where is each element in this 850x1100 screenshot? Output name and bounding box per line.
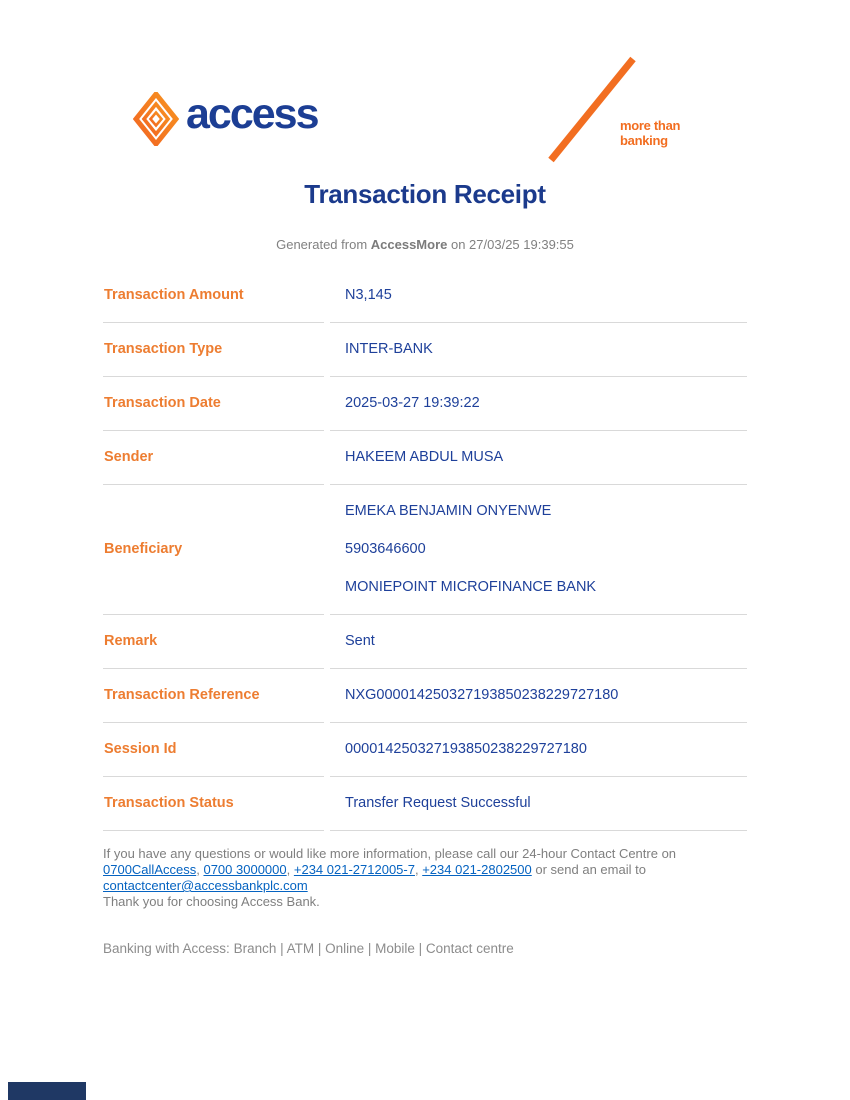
comma-separator: ,: [196, 862, 200, 877]
table-row: [103, 431, 747, 485]
table-row: [103, 669, 747, 723]
table-row: [103, 777, 747, 831]
footer-thanks: Thank you for choosing Access Bank.: [103, 894, 320, 909]
brand-slash-icon: [543, 52, 643, 167]
row-label: Transaction Date: [103, 377, 324, 431]
row-label: Beneficiary: [103, 485, 324, 615]
row-label: Transaction Status: [103, 777, 324, 831]
row-label: Transaction Type: [103, 323, 324, 377]
footer-contact-line1: If you have any questions or would like more information, please call our 24-hour Contact Centre on: [103, 846, 677, 861]
generated-app-name: AccessMore: [370, 237, 448, 252]
row-value: [330, 485, 747, 615]
row-value: Transfer Request Successful: [330, 777, 747, 831]
table-row: [103, 323, 747, 377]
email-link[interactable]: contactcenter@accessbankplc.com: [103, 878, 308, 893]
comma-separator: ,: [286, 862, 291, 877]
beneficiary-account: 5903646600: [345, 541, 426, 557]
generated-prefix: Generated from: [276, 237, 371, 252]
table-row: [103, 723, 747, 777]
footer-contact: [103, 846, 753, 910]
row-label: Sender: [103, 431, 324, 485]
row-value: N3,145: [330, 269, 747, 323]
table-row: [103, 269, 747, 323]
phone-link-2712005[interactable]: +234 021-2712005-7: [293, 862, 415, 877]
phone-link-0700-3000000[interactable]: 0700 3000000: [203, 862, 287, 877]
row-label: Transaction Amount: [103, 269, 324, 323]
phone-link-0700callaccess[interactable]: 0700CallAccess: [103, 862, 197, 877]
footer-contact-line2: [103, 862, 753, 878]
row-label: Transaction Reference: [103, 669, 324, 723]
access-logo: [133, 89, 318, 146]
row-value: Sent: [330, 615, 747, 669]
access-diamond-icon: [133, 92, 179, 146]
comma-separator: ,: [414, 862, 419, 877]
row-value: INTER-BANK: [330, 323, 747, 377]
generated-line: [0, 237, 850, 252]
footer-page-bar: [8, 1082, 86, 1100]
row-label: Session Id: [103, 723, 324, 777]
generated-suffix: on 27/03/25 19:39:55: [447, 237, 574, 252]
receipt-table: [97, 269, 753, 831]
row-value: 2025-03-27 19:39:22: [330, 377, 747, 431]
footer-or-text: or send an email to: [535, 862, 646, 877]
row-label: Remark: [103, 615, 324, 669]
phone-link-2802500[interactable]: +234 021-2802500: [422, 862, 532, 877]
access-logo-text: access: [186, 89, 318, 138]
brand-tagline: more than banking: [620, 118, 681, 148]
page-title: Transaction Receipt: [304, 179, 546, 209]
row-value: 000014250327193850238229727180: [330, 723, 747, 777]
row-value: NXG000014250327193850238229727180: [330, 669, 747, 723]
footer-banking-line: Banking with Access: Branch | ATM | Online | Mobile | Contact centre: [103, 941, 514, 956]
beneficiary-bank: MONIEPOINT MICROFINANCE BANK: [345, 579, 597, 595]
table-row: [103, 485, 747, 615]
footer-contact-line3: [103, 878, 753, 894]
beneficiary-name: EMEKA BENJAMIN ONYENWE: [345, 503, 552, 519]
row-value: HAKEEM ABDUL MUSA: [330, 431, 747, 485]
table-row: [103, 615, 747, 669]
table-row: [103, 377, 747, 431]
